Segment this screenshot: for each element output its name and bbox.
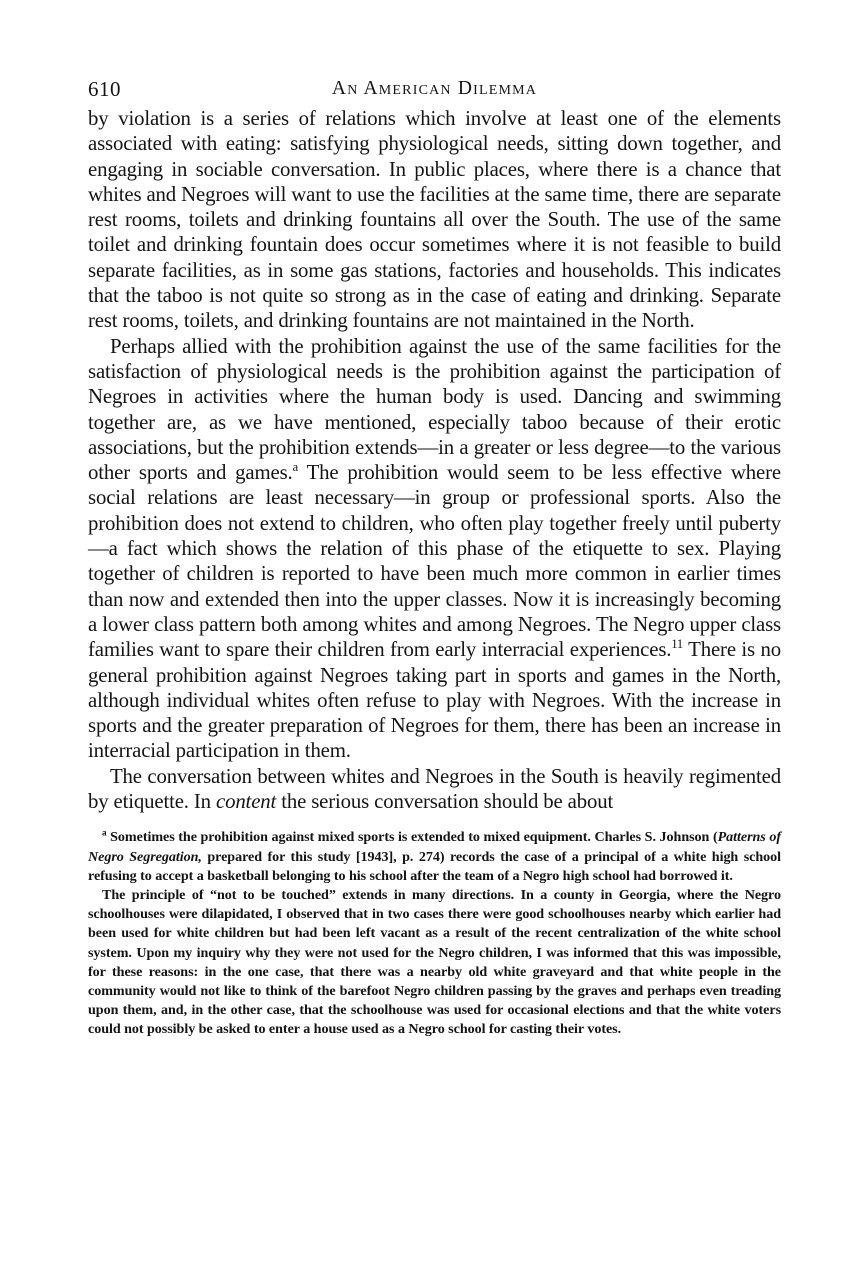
footnotes: [88, 828, 781, 1039]
paragraph-2: [88, 334, 781, 764]
paragraph-2-text-a: Perhaps allied with the prohibition against the use of the same facilities for the satisfaction of physiological needs is the prohibition against the participation of Negroes in activities where the human body is used. Dancing and swimming together are, as we have mentioned, especially taboo because of their erotic associations, but the prohibition extends—in a greater or less degree—to the various other sports and games.: [88, 334, 781, 485]
paragraph-3: [88, 764, 781, 815]
paragraph-1: [88, 106, 781, 334]
footnote-ref-a: a: [292, 460, 298, 475]
paragraph-3-emphasis: content: [215, 790, 277, 814]
paragraph-3-text-b: the serious conversation should be about: [276, 790, 614, 814]
footnote-a-text-b: prepared for this study [1943], p. 274) records the case of a principal of a white high school refusing to accept a basketball belonging to his school after the team of a Negro high school had borrowed it.: [88, 848, 781, 884]
paragraph-2-text-b: The prohibition would seem to be less effective where social relations are least necessary—in group or professional sports. Also the prohibition does not extend to children, who often play together freely until puberty—a fact which shows the relation of this phase of the etiquette to sex. Playing together of children is reported to have been much more common in earlier times than now and extended then into the upper classes. Now it is increasingly becoming a lower class pattern both among whites and among Negroes. The Negro upper class families want to spare their children from early interracial experiences.: [88, 461, 781, 662]
running-title: An American Dilemma: [331, 78, 538, 99]
footnote-a: [88, 828, 781, 886]
footnote-a-mark: a: [102, 827, 107, 838]
footnote-a-citation: Patterns of Negro Segregation,: [88, 829, 781, 865]
footnote-a-text-a: Sometimes the prohibition against mixed sports is extended to mixed equipment. Charles S. Johnson (: [106, 829, 718, 846]
footnote-ref-11: 11: [671, 637, 684, 652]
paragraph-1-text: by violation is a series of relations which involve at least one of the elements associated with eating: satisfying physiological needs, sitting down together, and engaging in sociable conversation. In public places, where there is a chance that whites and Negroes will want to use the facilities at the same time, there are separate rest rooms, toilets and drinking fountains all over the South. The use of the same toilet and drinking fountain does occur sometimes where it is not feasible to build separate facilities, as in some gas stations, factories and households. This indicates that the taboo is not quite so strong as in the case of eating and drinking. Separate rest rooms, toilets, and drinking fountains are not maintained in the North.: [88, 107, 781, 333]
paragraph-2-text-c: There is no general prohibition against Negroes taking part in sports and games in the North, although individual whites often refuse to play with Negroes. With the increase in sports and the greater preparation of Negroes for them, there has been an increase in interracial participation in them.: [88, 638, 781, 763]
body-text: [88, 106, 781, 814]
page-number: 610: [88, 77, 121, 101]
footnote-a-continued-text: The principle of “not to be touched” extends in many directions. In a county in Georgia, where the Negro schoolhouses were dilapidated, I observed that in two cases there were good schoolhouses nearby which earlier had been used for white children but had been left vacant as a result of the recent centralization of the white school system. Upon my inquiry why they were not used for the Negro children, I was informed that this was impossible, for these reasons: in the one case, that there was a nearby old white graveyard and that white people in the community would not like to think of the barefoot Negro children passing by the graves and perhaps even treading upon them, and, in the other case, that the schoolhouse was used for occasional elections and that the white voters could not possibly be asked to enter a house used as a Negro school for casting their votes.: [88, 886, 781, 1038]
book-page: [88, 74, 781, 1040]
running-head: [88, 74, 781, 104]
paragraph-3-text-a: The conversation between whites and Negroes in the South is heavily regimented by etiquette. In: [88, 764, 781, 814]
footnote-a-continued: [88, 886, 781, 1040]
